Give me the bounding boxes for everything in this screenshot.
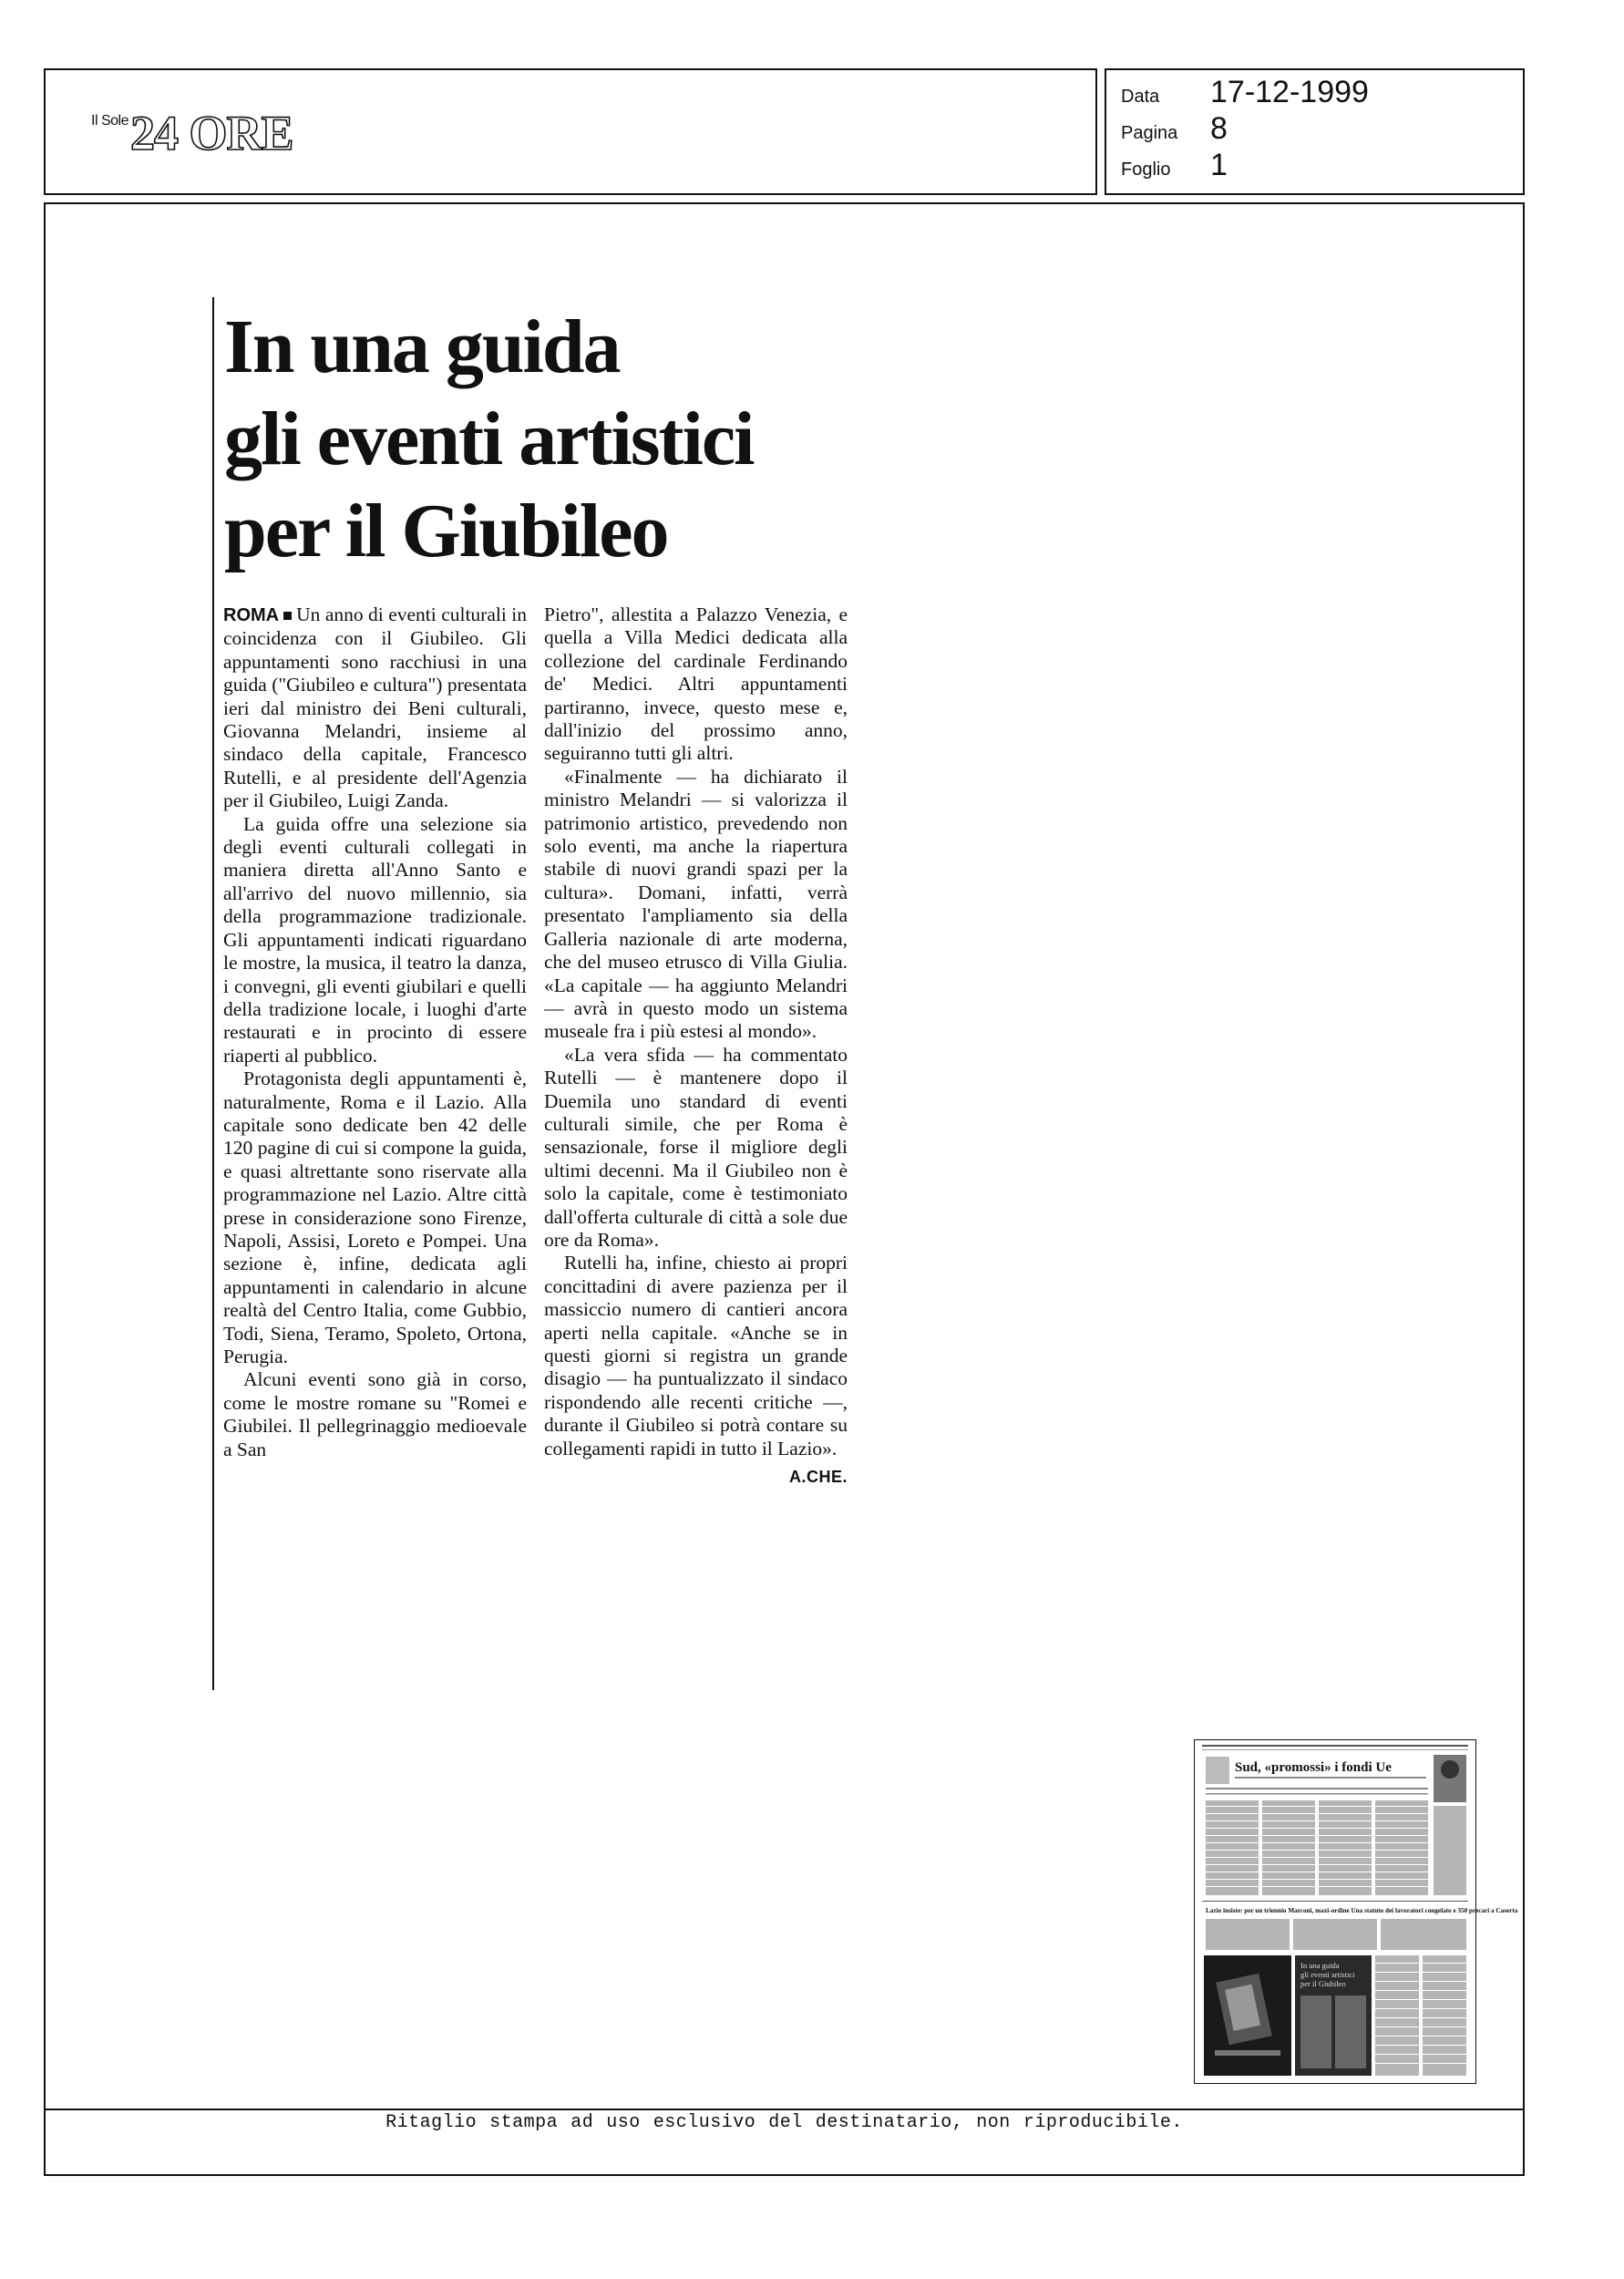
- article-paragraph: [223, 603, 527, 813]
- meta-value-date: 17-12-1999: [1210, 75, 1369, 109]
- meta-row-data: [1121, 75, 1369, 110]
- thumbnail-headline: Sud, «promossi» i fondi Ue: [1235, 1760, 1392, 1775]
- thumbnail-article-caption-line: gli eventi artistici: [1300, 1970, 1355, 1979]
- footer-word: non: [976, 2112, 1011, 2133]
- logo-small-text: Il Sole: [91, 113, 128, 129]
- footer-word: esclusivo: [653, 2112, 756, 2133]
- article-paragraph: Protagonista degli appuntamenti è, naturalmente, Roma e il Lazio. Alla capitale sono dedicate ben 42 delle 120 pagine di cui si compone la guida, e quasi altrettante sono riservate alla programmazione nel Lazio. Altre città prese in considerazione sono Firenze, Napoli, Assisi, Loreto e Pompei. Una sezione è, infine, dedicata agli appuntamenti in calendario in alcune realtà del Centro Italia, come Gubbio, Todi, Siena, Teramo, Spoleto, Ortona, Perugia.: [223, 1067, 527, 1367]
- article-paragraph: «Finalmente — ha dichiarato il ministro Melandri — si valorizza il patrimonio artistico, prevedendo non solo eventi, ma anche la riapertura stabile di nuovi grandi spazi per la cultura». Domani, infatti, verrà presentato l'ampliamento sia della Galleria nazionale di arte moderna, che del museo etrusco di Villa Giulia. «La capitale — ha aggiunto Melandri — avrà in questo modo un sistema museale fra i più estesi al mondo».: [544, 765, 848, 1043]
- footer-word: uso: [606, 2112, 641, 2133]
- footer-word: Ritaglio: [385, 2112, 478, 2133]
- meta-row-foglio: [1121, 148, 1228, 183]
- article-headline: [224, 301, 917, 577]
- thumbnail-article-caption-line: In una guida: [1300, 1961, 1340, 1970]
- footer-notice: [44, 2112, 1525, 2133]
- article-paragraph: La guida offre una selezione sia degli eventi culturali collegati in maniera diretta all'Anno Santo e all'arrivo del nuovo millennio, sia della programmazione tradizionale. Gli appuntamenti indicati riguardano le mostre, la musica, il teatro la danza, i convegni, gli eventi giubilari e quelli della tradizione locale, i luoghi d'arte restaurati e in procinto di essere riaperti al pubblico.: [223, 812, 527, 1067]
- article-paragraph: «La vera sfida — ha commentato Rutelli — è mantenere dopo il Duemila uno standard di eventi culturali simile, che per Roma è sensazionale, forse il migliore degli ultimi decenni. Ma il Giubileo non è solo la capitale, come è testimoniato dall'offerta culturale di città a sole due ore da Roma».: [544, 1043, 848, 1251]
- headline-line: gli eventi artistici: [224, 397, 754, 481]
- footer-word: destinatario,: [815, 2112, 964, 2133]
- article-left-rule: [212, 297, 214, 1690]
- paragraph-text: Un anno di eventi culturali in coincidenza con il Giubileo. Gli appuntamenti sono racchiusi in una guida ("Giubileo e cultura") presentata ieri dal ministro dei Beni culturali, Giovanna Melandri, insieme al sindaco della capitale, Francesco Rutelli, e al presidente dell'Agenzia per il Giubileo, Luigi Zanda.: [223, 603, 527, 812]
- meta-value-page: 8: [1210, 111, 1228, 146]
- meta-label: Pagina: [1121, 123, 1178, 143]
- footer-rule: [44, 2109, 1525, 2110]
- meta-label: Data: [1121, 87, 1160, 107]
- footer-word: riproducibile.: [1023, 2112, 1183, 2133]
- article-paragraph: Alcuni eventi sono già in corso, come le mostre romane su "Romei e Giubilei. Il pellegrinaggio medioevale a San: [223, 1368, 527, 1460]
- article-column-2: [544, 603, 848, 1489]
- dateline: ROMA: [223, 605, 280, 625]
- footer-word: del: [768, 2112, 803, 2133]
- logo-big-text: 24 ORE: [129, 106, 293, 160]
- article-paragraph: Pietro", allestita a Palazzo Venezia, e quella a Villa Medici dedicata alla collezione del cardinale Ferdinando de' Medici. Altri appuntamenti partiranno, invece, questo mese e, dall'inizio del prossimo anno, seguiranno tutti gli altri.: [544, 603, 848, 765]
- author-signature: A.CHE.: [788, 1468, 848, 1487]
- footer-word: ad: [570, 2112, 594, 2133]
- headline-line: per il Giubileo: [224, 489, 668, 573]
- page-thumbnail: [1194, 1739, 1518, 2084]
- headline-line: In una guida: [224, 304, 620, 389]
- footer-word: stampa: [489, 2112, 559, 2133]
- thumbnail-page-image: [1195, 1740, 1518, 2083]
- meta-value-sheet: 1: [1210, 148, 1228, 182]
- article-column-1: [223, 603, 527, 1461]
- newspaper-logo: [91, 108, 293, 162]
- square-bullet-icon: [283, 612, 292, 620]
- meta-label: Foglio: [1121, 160, 1171, 180]
- article-paragraph: Rutelli ha, infine, chiesto ai propri concittadini di avere pazienza per il massiccio numero di cantieri ancora aperti nella capitale. «Anche se in questi giorni si registra un grande disagio — ha puntualizzato il sindaco rispondendo alle recenti critiche —, durante il Giubileo si potrà contare su collegamenti rapidi in tutto il Lazio».: [544, 1252, 848, 1459]
- thumbnail-article-caption-line: per il Giubileo: [1300, 1979, 1346, 1988]
- meta-row-pagina: [1121, 111, 1228, 147]
- thumbnail-subhead: Lazio insiste: per un triennio Marconi, maxi-ordine Una statuto dei lavoratori congelato e 350 precari a Caserta: [1206, 1907, 1518, 1914]
